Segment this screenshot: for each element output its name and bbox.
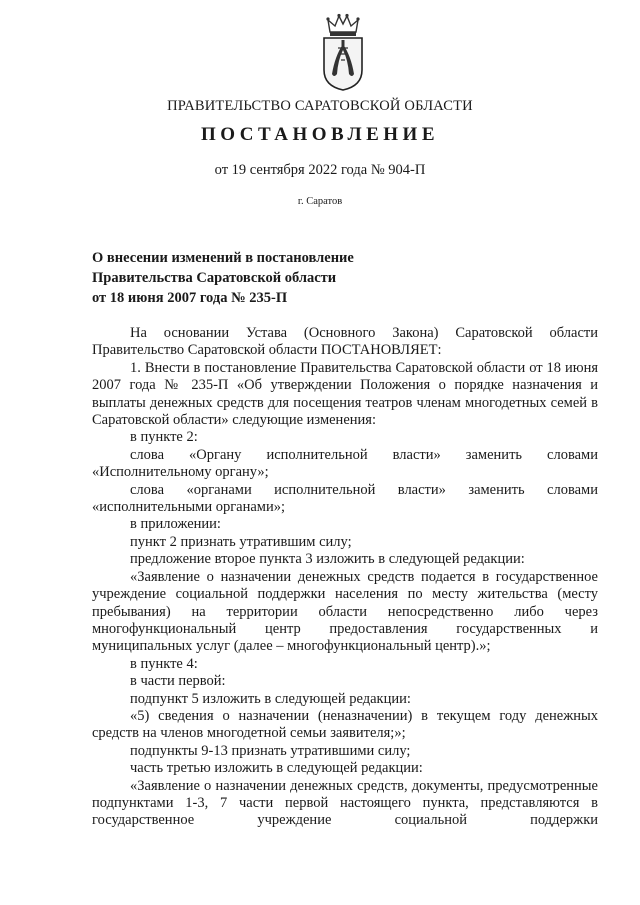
paragraph-quote: «5) сведения о назначении (неназначении) в текущем году денежных средств на членов многодетной семьи заявителя;»; xyxy=(92,707,598,742)
paragraph: в приложении: xyxy=(130,516,221,533)
document-body xyxy=(92,325,598,830)
paragraph: подпункт 5 изложить в следующей редакции: xyxy=(130,690,411,707)
paragraph-preamble: На основании Устава (Основного Закона) Саратовской области Правительство Саратовской области ПОСТАНОВЛЯЕТ: xyxy=(92,325,598,359)
paragraph: в пункте 2: xyxy=(130,429,198,446)
paragraph: подпункты 9-13 признать утратившими силу; xyxy=(130,742,411,759)
paragraph-quote: «Заявление о назначении денежных средств подается в государственное учреждение социальной поддержки населения по месту жительства (месту пребывания) на территории области непосредственно либо через многофункциональный центр предоставления государственных и муниципальных услуг (далее – многофункциональный центр).»; xyxy=(92,568,598,655)
coat-of-arms-emblem xyxy=(318,12,368,92)
title-line: от 18 июня 2007 года № 235-П xyxy=(92,290,288,306)
paragraph: слова «органами исполнительной власти» заменить словами «исполнительными органами»; xyxy=(92,481,598,516)
paragraph-quote-continued: «Заявление о назначении денежных средств, документы, предусмотренные подпунктами 1-3, 7 части первой настоящего пункта, представляются в государственное учреждение социальной поддержки xyxy=(92,777,598,829)
paragraph: в пункте 4: xyxy=(130,655,198,672)
date-and-number: от 19 сентября 2022 года № 904-П xyxy=(214,162,426,178)
title-line: О внесении изменений в постановление xyxy=(92,250,354,266)
paragraph: часть третью изложить в следующей редакции: xyxy=(130,760,423,777)
paragraph: в части первой: xyxy=(130,673,226,690)
paragraph: слова «Органу исполнительной власти» заменить словами «Исполнительному органу»; xyxy=(92,446,598,481)
government-name: ПРАВИТЕЛЬСТВО САРАТОВСКОЙ ОБЛАСТИ xyxy=(167,98,473,114)
document-title xyxy=(92,248,422,308)
paragraph: пункт 2 признать утратившим силу; xyxy=(130,533,352,550)
paragraph-item-1: 1. Внести в постановление Правительства Саратовской области от 18 июня 2007 года № 235-П «Об утверждении Положения о порядке назначения и выплаты денежных средств для посещения театров членам многодетных семей в Саратовской области» следующие изменения: xyxy=(92,359,598,429)
paragraph: предложение второе пункта 3 изложить в следующей редакции: xyxy=(130,551,525,568)
document-type: ПОСТАНОВЛЕНИЕ xyxy=(200,124,440,145)
city: г. Саратов xyxy=(297,196,343,207)
title-line: Правительства Саратовской области xyxy=(92,270,337,286)
